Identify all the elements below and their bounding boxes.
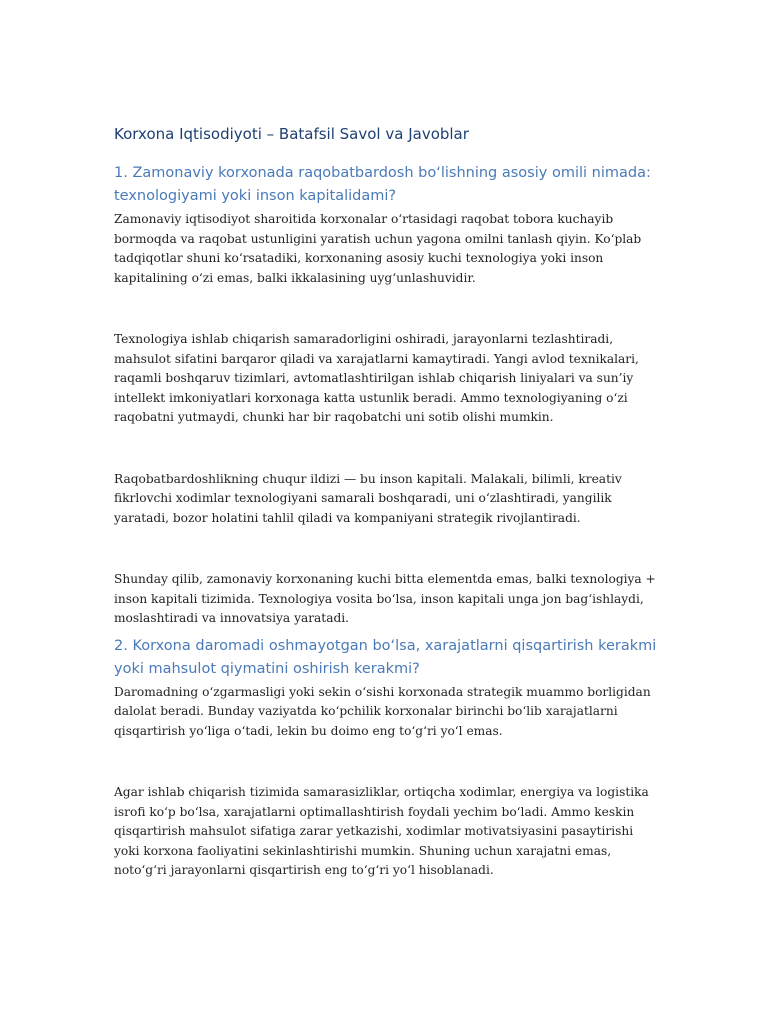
qa-section-2 — [114, 635, 659, 881]
answer-paragraph-1-1: Zamonaviy iqtisodiyot sharoitida korxonalar o‘rtasidagi raqobat tobora kuchayib bormoqda va raqobat ustunligini yaratish uchun yagona omilni tanlash qiyin. Ko‘plab tadqiqotlar shuni ko‘rsatadiki, korxonaning asosiy kuchi texnologiya yoki inson kapitalining o‘zi emas, balki ikkalasining uyg‘unlashuvidir. — [114, 212, 642, 285]
document-page — [114, 122, 659, 881]
answer-paragraph-1-2: Texnologiya ishlab chiqarish samaradorligini oshiradi, jarayonlarni tezlashtiradi, mahsulot sifatini barqaror qiladi va xarajatlarni kamaytiradi. Yangi avlod texnikalari, raqamli boshqaruv tizimlari, avtomatlashtirilgan ishlab chiqarish liniyalari va sun’iy intellekt imkoniyatlari korxonaga katta ustunlik beradi. Ammo texnologiyaning o‘zi raqobatni yutmaydi, chunki har bir raqobatchi uni sotib olishi mumkin. — [114, 332, 639, 424]
answer-paragraph-2-2: Agar ishlab chiqarish tizimida samarasizliklar, ortiqcha xodimlar, energiya va logistika isrofi ko‘p bo‘lsa, xarajatlarni optimallashtirish foydali yechim bo‘ladi. Ammo keskin qisqartirish mahsulot sifatiga zarar yetkazishi, xodimlar motivatsiyasini pasaytirishi yoki korxona faoliyatini sekinlashtirishi mumkin. Shuning uchun xarajatni emas, noto‘g‘ri jarayonlarni qisqartirish eng to‘g‘ri yo‘l hisoblanadi. — [114, 785, 649, 877]
answer-paragraph-2-1: Daromadning o‘zgarmasligi yoki sekin o‘sishi korxonada strategik muammo borligidan dalolat beradi. Bunday vaziyatda ko‘pchilik korxonalar birinchi bo‘lib xarajatlarni qisqartirish yo‘liga o‘tadi, lekin bu doimo eng to‘g‘ri yo‘l emas. — [114, 684, 651, 738]
answer-paragraph-1-4: Shunday qilib, zamonaviy korxonaning kuchi bitta elementda emas, balki texnologiya + inson kapitali tizimida. Texnologiya vosita bo‘lsa, inson kapitali unga jon bag‘ishlaydi, moslashtiradi va innovatsiya yaratadi. — [114, 572, 656, 625]
qa-section-1 — [114, 162, 659, 629]
document-title: Korxona Iqtisodiyoti – Batafsil Savol va Javoblar — [114, 125, 469, 143]
question-heading-2: 2. Korxona daromadi oshmayotgan bo‘lsa, xarajatlarni qisqartirish kerakmi yoki mahsulot qiymatini oshirish kerakmi? — [114, 637, 657, 677]
question-heading-1: 1. Zamonaviy korxonada raqobatbardosh bo‘lishning asosiy omili nimada: texnologiyami yoki inson kapitalidami? — [114, 165, 651, 204]
answer-paragraph-1-3: Raqobatbardoshlikning chuqur ildizi — bu inson kapitali. Malakali, bilimli, kreativ fikrlovchi xodimlar texnologiyani samarali boshqaradi, uni o‘zlashtiradi, yangilik yaratadi, bozor holatini tahlil qiladi va kompaniyani strategik rivojlantiradi. — [114, 471, 622, 525]
